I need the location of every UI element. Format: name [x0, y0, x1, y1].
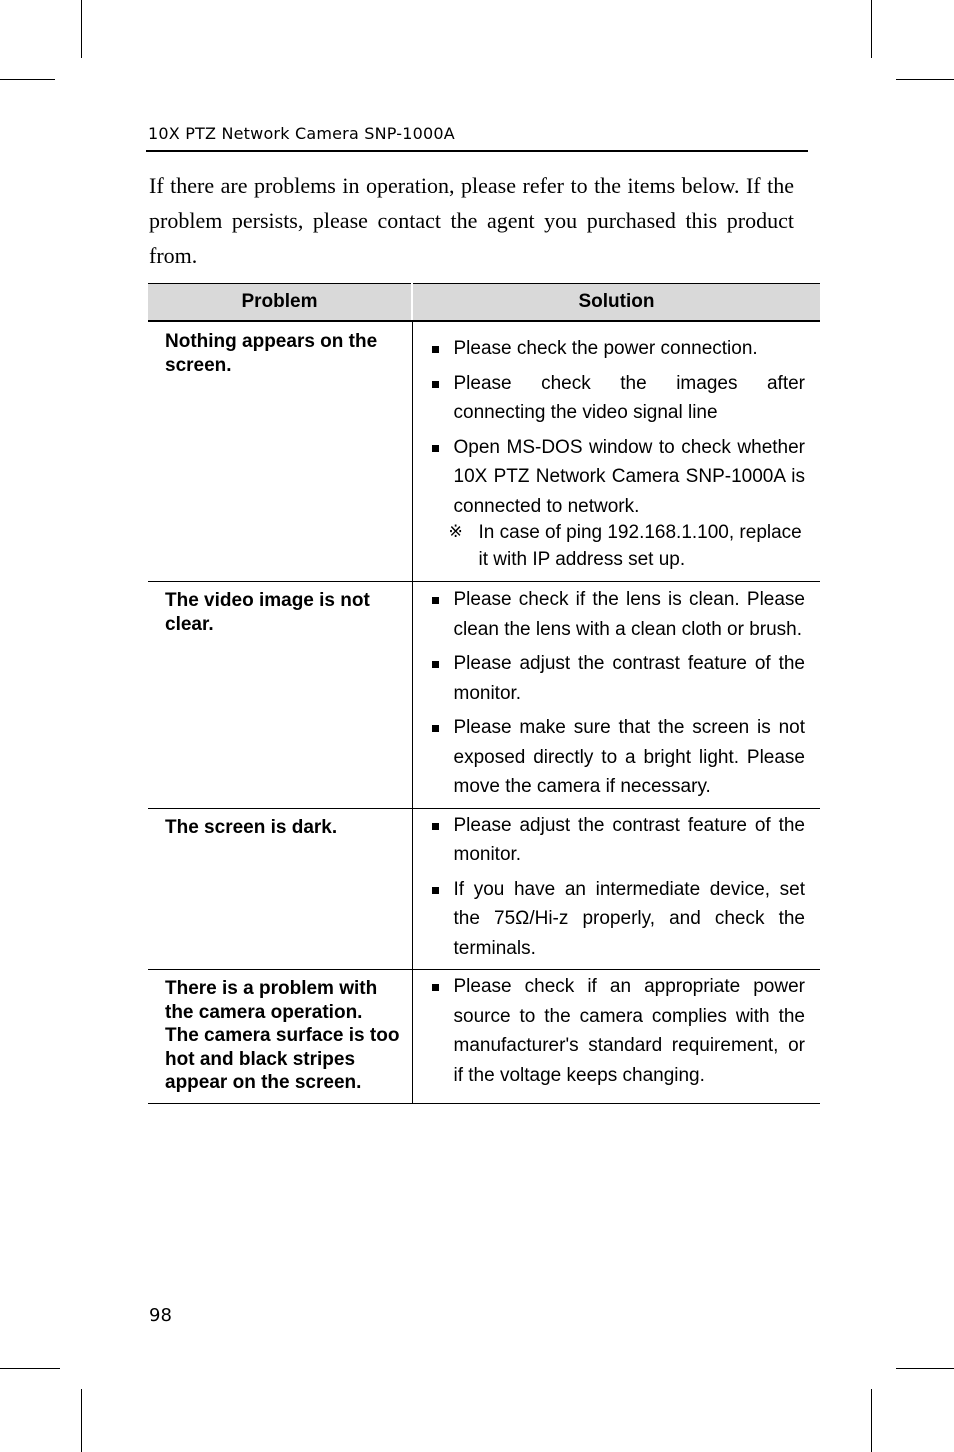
- list-item: [429, 585, 806, 644]
- solution-cell: [412, 321, 820, 582]
- bullet-icon: [432, 381, 439, 388]
- bullet-icon: [432, 725, 439, 732]
- crop-mark-top-left-v: [81, 0, 82, 58]
- solution-text: Please adjust the contrast feature of the monitor.: [453, 653, 805, 704]
- column-header-problem: Problem: [148, 284, 412, 322]
- solution-text: Please make sure that the screen is not exposed directly to a bright light. Please move the camera if necessary.: [453, 717, 805, 797]
- page-number: 98: [149, 1305, 172, 1326]
- table-header-row: [148, 284, 820, 322]
- table-row: [148, 321, 820, 582]
- problem-cell: There is a problem with the camera operation. The camera surface is too hot and black stripes appear on the screen.: [148, 970, 412, 1104]
- note-text: In case of ping 192.168.1.100, replace it with IP address set up.: [478, 522, 802, 570]
- column-header-solution: Solution: [412, 284, 820, 322]
- solution-text: Please check if the lens is clean. Please clean the lens with a clean cloth or brush.: [453, 589, 805, 640]
- crop-mark-bottom-right-v: [871, 1389, 872, 1452]
- bullet-icon: [432, 887, 439, 894]
- crop-mark-top-left-h: [0, 79, 55, 80]
- crop-mark-top-right-v: [871, 0, 872, 58]
- bullet-icon: [432, 597, 439, 604]
- intro-paragraph: If there are problems in operation, please refer to the items below. If the problem persists, please contact the agent you purchased this product from.: [149, 173, 794, 268]
- list-item: [429, 334, 806, 364]
- list-item: [429, 369, 806, 428]
- list-item: [429, 713, 806, 802]
- list-item: [429, 811, 806, 870]
- solution-text: Please adjust the contrast feature of the monitor.: [453, 814, 805, 865]
- solution-cell: [412, 582, 820, 809]
- header-rule: [146, 150, 808, 152]
- reference-mark-icon: ※: [448, 522, 463, 542]
- list-item: [429, 433, 806, 522]
- problem-cell: Nothing appears on the screen.: [148, 321, 412, 582]
- bullet-icon: [432, 445, 439, 452]
- solution-text: If you have an intermediate device, set the 75Ω/Hi-z properly, and check the terminals.: [453, 878, 805, 959]
- solution-cell: [412, 808, 820, 970]
- crop-mark-bottom-left-v: [81, 1389, 82, 1452]
- table-row: [148, 970, 820, 1104]
- table-row: [148, 808, 820, 970]
- bullet-icon: [432, 984, 439, 991]
- list-item: [429, 649, 806, 708]
- crop-mark-bottom-left-h: [0, 1368, 60, 1369]
- solution-list: [429, 585, 806, 802]
- troubleshooting-table: [148, 283, 820, 1104]
- solution-list: [429, 972, 806, 1090]
- note: [429, 519, 806, 573]
- solution-text: Please check the power connection.: [453, 338, 758, 359]
- bullet-icon: [432, 823, 439, 830]
- solution-cell: [412, 970, 820, 1104]
- solution-list: [429, 334, 806, 521]
- solution-text: Open MS-DOS window to check whether 10X PTZ Network Camera SNP-1000A is connected to network.: [453, 436, 805, 517]
- bullet-icon: [432, 346, 439, 353]
- problem-cell: The screen is dark.: [148, 808, 412, 970]
- solution-text: Please check the images after connecting the video signal line: [453, 372, 805, 423]
- solution-text: Please check if an appropriate power source to the camera complies with the manufacturer's standard requirement, or if the voltage keeps changing.: [453, 976, 805, 1086]
- bullet-icon: [432, 661, 439, 668]
- running-header: 10X PTZ Network Camera SNP-1000A: [148, 124, 455, 143]
- list-item: [429, 875, 806, 964]
- table-row: [148, 582, 820, 809]
- solution-list: [429, 811, 806, 964]
- crop-mark-top-right-h: [896, 79, 954, 80]
- problem-cell: The video image is not clear.: [148, 582, 412, 809]
- crop-mark-bottom-right-h: [896, 1368, 954, 1369]
- list-item: [429, 972, 806, 1090]
